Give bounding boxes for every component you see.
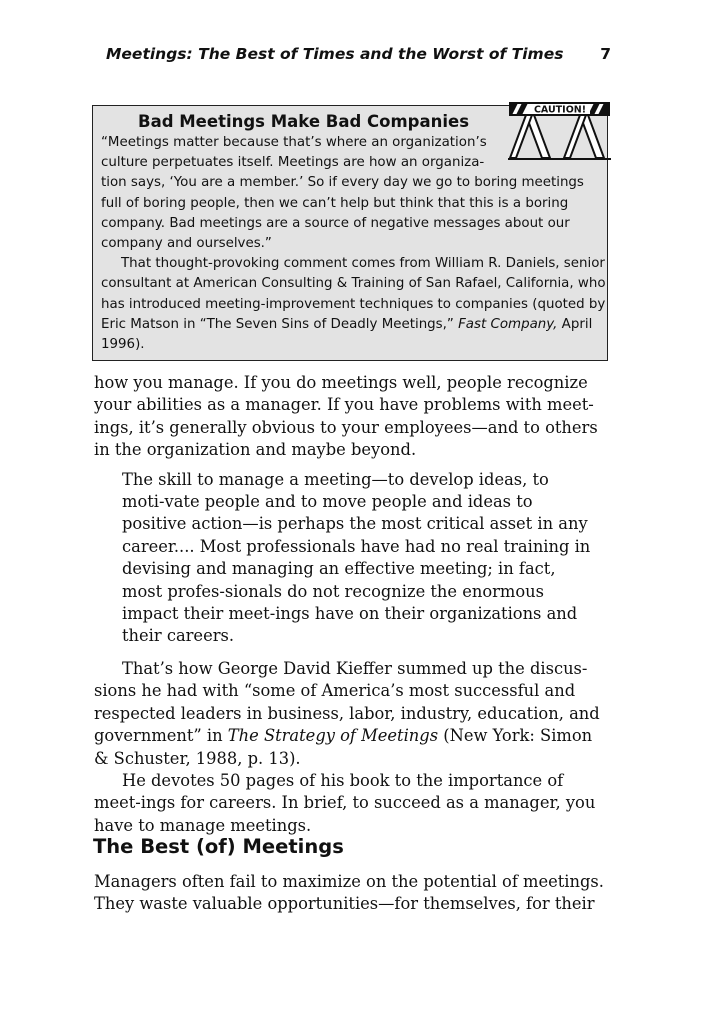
paragraph-text: That’s how George David Kieffer summed up the discus-sions he had with “some of America’s most successful and respected leaders in business, labor, industry, education, and government” in (94, 658, 600, 746)
paragraph: He devotes 50 pages of his book to the importance of meet-ings for careers. In brief, to succeed as a manager, you have to manage meetings. (94, 770, 596, 835)
sidebar-quote-line: culture perpetuates itself. Meetings are how an organiza- (101, 155, 485, 171)
body-text (94, 372, 608, 837)
caution-sign-icon (508, 101, 611, 165)
paragraph-text: (New York: Simon & Schuster, 1988, p. 13). (94, 726, 593, 768)
attribution-source: Fast Company, (458, 316, 558, 332)
chapter-title: Meetings: The Best of Times and the Worst of Times (106, 45, 564, 63)
sidebar-title: Bad Meetings Make Bad Companies (138, 112, 470, 131)
sidebar-text (101, 133, 606, 355)
caution-label: CAUTION! (533, 104, 587, 116)
attribution-text: That thought-provoking comment comes from William R. Daniels, senior consultant at American Consulting & Training of San Rafael, California, who has introduced meeting-improvement techniques to companies (quoted by Eric Matson in “The Seven Sins of Deadly Meetings,” (101, 256, 606, 332)
sidebar-quote-line: “Meetings matter because that’s where an organization’s (101, 135, 487, 150)
section-heading: The Best (of) Meetings (93, 835, 344, 858)
book-title: The Strategy of Meetings (227, 726, 439, 746)
paragraph: Managers often fail to maximize on the potential of meetings. They waste valuable opportunities—for themselves, for their (94, 872, 604, 914)
page-number: 7 (600, 45, 611, 63)
paragraph: how you manage. If you do meetings well, people recognize your abilities as a manager. If you have problems with meet-ings, it’s generally obvious to your employees—and to others in the organization and maybe beyond. (94, 373, 598, 460)
sidebar-attribution (101, 254, 606, 355)
attribution-date: April 1996). (101, 316, 593, 353)
section-body (94, 871, 608, 916)
sidebar-quote-rest: tion says, ‘You are a member.’ So if every day we go to boring meetings full of boring people, then we can’t help but think that this is a boring company. Bad meetings are a source of negative messages about our company and ourselves.” (101, 175, 584, 252)
block-quote: The skill to manage a meeting—to develop ideas, to moti-vate people and to move people and ideas to positive action—is perhaps the most critical asset in any career.... Most professionals have had no real training in devising and managing an effective meeting; in fact, most profes-sionals do not recognize the enormous impact their meet-ings have on their organizations and their careers. (122, 469, 591, 646)
paragraph (94, 658, 608, 770)
